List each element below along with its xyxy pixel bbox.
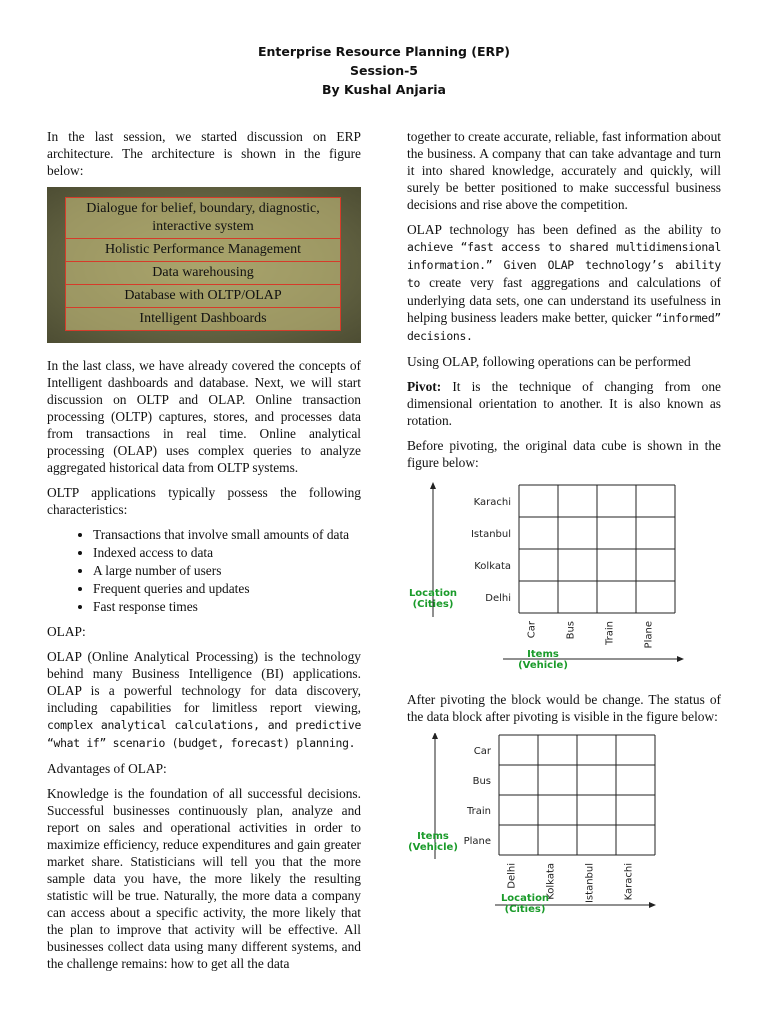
arch-layer-holistic: Holistic Performance Management (65, 238, 341, 262)
olap-heading: OLAP: (47, 624, 86, 639)
y-axis-title: Items (417, 831, 449, 842)
pivot-paragraph (407, 378, 721, 429)
olap-def-part1: OLAP technology has been defined as the ability to (407, 222, 721, 237)
y-axis-arrowhead (432, 733, 438, 739)
after-pivot-paragraph: After pivoting the block would be change. The status of the data block after pivoting is visible in the figure below: (407, 692, 721, 724)
x-axis-arrowhead (677, 656, 684, 662)
column-label: Istanbul (584, 863, 596, 904)
right-column (407, 128, 721, 935)
arch-layer-dialogue: Dialogue for belief, boundary, diagnostic, interactive system (65, 197, 341, 239)
olap-def-part3: create very fast aggregations and calculations of underlying data sets, one can understand its usefulness in helping business leaders make better, quicker (407, 275, 721, 325)
arch-layer-warehousing: Data warehousing (65, 261, 341, 285)
doc-title: Enterprise Resource Planning (ERP) (257, 44, 511, 59)
list-item: • Fast response times (93, 598, 361, 615)
architecture-figure (47, 187, 361, 343)
cube-before-pivot-figure (407, 479, 721, 679)
doc-session: Session-5 (349, 63, 419, 78)
column-label: Plane (643, 621, 655, 649)
before-pivot-paragraph: Before pivoting, the original data cube is shown in the figure below: (407, 438, 721, 470)
left-column (47, 128, 361, 980)
list-item: • Frequent queries and updates (93, 580, 361, 597)
pivot-label: Pivot: (407, 379, 442, 394)
y-axis-arrowhead (430, 482, 436, 489)
document-header (0, 42, 768, 99)
column-label: Delhi (506, 863, 518, 889)
cube-after-pivot-diagram (407, 733, 721, 923)
row-label: Plane (463, 836, 491, 847)
row-label: Car (473, 746, 491, 757)
row-label: Karachi (473, 497, 511, 508)
row-label: Delhi (485, 593, 511, 604)
operations-intro: Using OLAP, following operations can be performed (407, 354, 691, 369)
cube-after-pivot-figure (407, 733, 721, 923)
olap-paragraph-part1: OLAP (Online Analytical Processing) is the technology behind many Business Intelligence (BI) applications. OLAP is a powerful technology for data discovery, including capabilities for limitless report viewing, (47, 649, 361, 715)
row-label: Istanbul (470, 529, 511, 540)
doc-author: By Kushal Anjaria (322, 82, 446, 97)
arch-layer-dashboards: Intelligent Dashboards (65, 307, 341, 331)
continuation-paragraph: together to create accurate, reliable, fast information about the business. A company that can take advantage and turn it into shared knowledge, accurately and quickly, will surely be better positioned to make successful business decisions and rise above the competition. (407, 129, 721, 212)
olap-paragraph (47, 648, 361, 752)
x-axis-arrowhead (649, 902, 656, 908)
x-axis-title: Items (527, 649, 559, 660)
list-item: • Indexed access to data (93, 544, 361, 561)
intro-paragraph: In the last session, we started discussion on ERP architecture. The architecture is shown in the figure below: (47, 129, 361, 178)
column-label: Bus (565, 621, 577, 640)
column-label: Kolkata (545, 863, 557, 900)
x-axis-subtitle: (Vehicle) (518, 660, 568, 671)
column-label: Karachi (623, 863, 635, 901)
advantages-paragraph: Knowledge is the foundation of all successful decisions. Successful businesses continuously plan, analyze and report on sales and operational activities in order to maximize efficiency, reduce expenditures and gain greater market share. Statisticians will tell you that the more sample data you have, the more likely the resulting statistic will be true. Naturally, the more data a company can access about a specific activity, the more likely that the plan to improve that activity will be effective. All businesses collect data using many different systems, and the challenge remains: how to get all the data (47, 786, 361, 971)
y-axis-subtitle: (Cities) (412, 599, 454, 610)
y-axis-title: Location (408, 588, 458, 599)
row-label: Train (467, 806, 491, 817)
row-label: Kolkata (474, 561, 511, 572)
advantages-heading: Advantages of OLAP: (47, 761, 167, 776)
column-label: Car (526, 621, 538, 639)
x-axis-subtitle: (Cities) (504, 904, 546, 915)
arch-layer-database: Database with OLTP/OLAP (65, 284, 341, 308)
olap-def-part2: achieve “fast access to shared multidimensional information.” Given OLAP technology’s ability to (407, 240, 721, 290)
x-axis-title: Location (500, 893, 550, 904)
pivot-text: It is the technique of changing from one dimensional orientation to another. It is also known as rotation. (407, 379, 721, 428)
olap-def-part4: “informed” decisions. (407, 311, 721, 343)
oltp-characteristics-list (47, 526, 361, 615)
row-label: Bus (472, 776, 491, 787)
y-axis-subtitle: (Vehicle) (408, 842, 458, 853)
olap-definition-paragraph (407, 221, 721, 345)
cube-before-pivot-diagram (407, 479, 721, 679)
oltp-olap-paragraph: In the last class, we have already covered the concepts of Intelligent dashboards and database. Next, we will start discussion on OLTP and OLAP. Online transaction processing (OLTP) captures, stores, and processes data from transactions in real time. Online analytical processing (OLAP) uses complex queries to analyze aggregated historical data from OLTP systems. (47, 358, 361, 475)
oltp-characteristics-intro: OLTP applications typically possess the following characteristics: (47, 485, 361, 517)
list-item: • A large number of users (93, 562, 361, 579)
list-item: • Transactions that involve small amounts of data (93, 526, 361, 543)
olap-paragraph-part2: complex analytical calculations, and predictive “what if” scenario (budget, forecast) planning. (47, 718, 361, 750)
column-label: Train (604, 621, 616, 645)
